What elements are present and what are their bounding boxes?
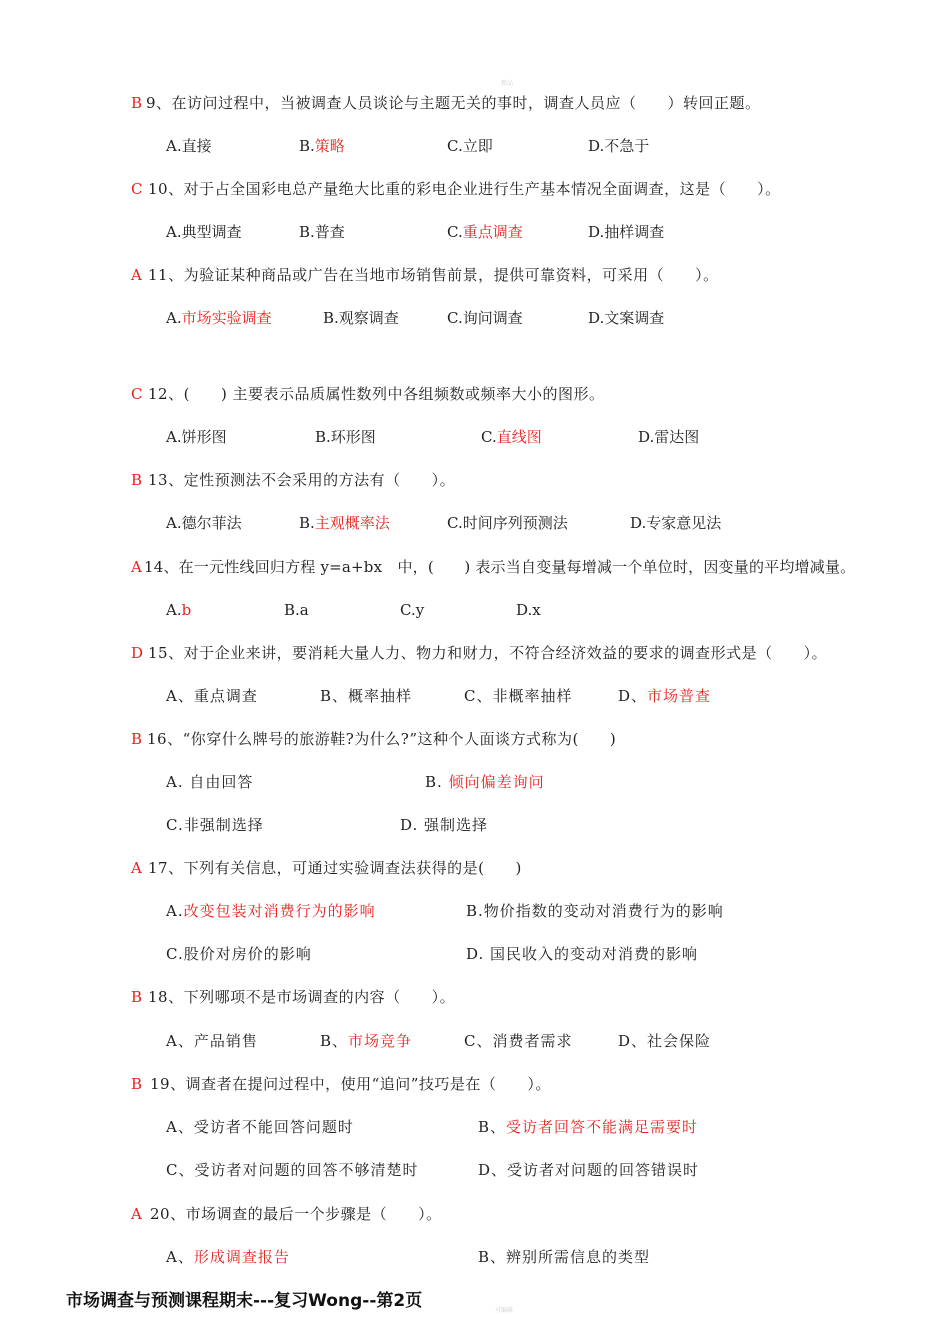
option-d: D.专家意见法 xyxy=(630,514,722,532)
option-d: D、社会保险 xyxy=(618,1032,712,1050)
option-d: D. 国民收入的变动对消费的影响 xyxy=(466,945,699,963)
answer-key: D xyxy=(131,644,144,662)
option-b: B.观察调查 xyxy=(323,309,399,327)
option-a: A、产品销售 xyxy=(166,1032,258,1050)
answer-key: A xyxy=(131,1205,143,1223)
header-watermark: 精品 xyxy=(501,80,514,87)
answer-key: B xyxy=(131,471,143,489)
option-b: B.环形图 xyxy=(315,428,376,446)
answer-key: A xyxy=(131,859,143,877)
option-c: C、受访者对问题的回答不够清楚时 xyxy=(166,1161,419,1179)
question-text: 11、为验证某种商品或广告在当地市场销售前景，提供可靠资料，可采用（ ）。 xyxy=(148,266,719,284)
question-text: 17、下列有关信息，可通过实验调查法获得的是( ) xyxy=(148,859,522,877)
option-b: B.物价指数的变动对消费行为的影响 xyxy=(466,902,724,920)
option-b: B. 倾向偏差询问 xyxy=(425,773,545,791)
answer-key: C xyxy=(131,180,143,198)
option-b: B、受访者回答不能满足需要时 xyxy=(478,1118,699,1136)
option-b: B、概率抽样 xyxy=(320,687,413,705)
option-a: A、受访者不能回答问题时 xyxy=(166,1118,354,1136)
option-d: D.抽样调查 xyxy=(588,223,665,241)
answer-key: C xyxy=(131,385,143,403)
page-footer: 市场调查与预测课程期末---复习Wong--第2页 xyxy=(66,1291,423,1311)
option-a: A.典型调查 xyxy=(166,223,242,241)
question-text: 18、下列哪项不是市场调查的内容（ ）。 xyxy=(148,988,456,1006)
option-a: A.饼形图 xyxy=(166,428,227,446)
question-text: 10、对于占全国彩电总产量绝大比重的彩电企业进行生产基本情况全面调查，这是（ ）。 xyxy=(148,180,781,198)
option-c: C.y xyxy=(400,601,425,619)
option-c: C.立即 xyxy=(447,137,493,155)
question-text: 15、对于企业来讲，要消耗大量人力、物力和财力，不符合经济效益的要求的调查形式是（ ）。 xyxy=(148,644,828,662)
option-a: A.b xyxy=(166,601,192,619)
option-c: C.股价对房价的影响 xyxy=(166,945,312,963)
option-d: D、受访者对问题的回答错误时 xyxy=(478,1161,700,1179)
option-b: B.主观概率法 xyxy=(299,514,390,532)
option-d: D.文案调查 xyxy=(588,309,665,327)
option-d: D、市场普查 xyxy=(618,687,712,705)
option-c: C.询问调查 xyxy=(447,309,523,327)
question-text: 16、“你穿什么牌号的旅游鞋?为什么?”这种个人面谈方式称为( ) xyxy=(147,730,617,748)
option-c: C、消费者需求 xyxy=(464,1032,573,1050)
answer-key: B xyxy=(131,94,143,112)
option-a: A. 自由回答 xyxy=(166,773,254,791)
option-b: B.策略 xyxy=(299,137,345,155)
option-d: D.不急于 xyxy=(588,137,650,155)
option-a: A、重点调查 xyxy=(166,687,258,705)
answer-key: B xyxy=(131,1075,143,1093)
option-c: C、非概率抽样 xyxy=(464,687,573,705)
option-b: B、辨别所需信息的类型 xyxy=(478,1248,651,1266)
option-a: A.德尔菲法 xyxy=(166,514,242,532)
option-c: C.重点调查 xyxy=(447,223,523,241)
footer-watermark: 可编辑 xyxy=(495,1307,514,1314)
question-text: 12、( ) 主要表示品质属性数列中各组频数或频率大小的图形。 xyxy=(148,385,605,403)
answer-key: B xyxy=(131,988,143,1006)
option-b: B.普查 xyxy=(299,223,345,241)
option-d: D.x xyxy=(516,601,541,619)
option-c: C.非强制选择 xyxy=(166,816,264,834)
answer-key: A xyxy=(131,266,143,284)
option-c: C.时间序列预测法 xyxy=(447,514,568,532)
question-text: 13、定性预测法不会采用的方法有（ ）。 xyxy=(148,471,456,489)
option-b: B、市场竞争 xyxy=(320,1032,413,1050)
option-a: A.直接 xyxy=(166,137,212,155)
answer-key: A xyxy=(131,558,143,576)
option-d: D. 强制选择 xyxy=(400,816,489,834)
option-a: A.改变包装对消费行为的影响 xyxy=(166,902,376,920)
question-text: 20、市场调查的最后一个步骤是（ ）。 xyxy=(150,1205,442,1223)
question-text: 14、在一元性线回归方程 y=a+bx 中，( ) 表示当自变量每增减一个单位时，因变量的平均增减量。 xyxy=(144,558,856,576)
option-a: A.市场实验调查 xyxy=(166,309,272,327)
answer-key: B xyxy=(131,730,143,748)
question-text: 9、在访问过程中，当被调查人员谈论与主题无关的事时，调查人员应（ ）转回正题。 xyxy=(146,94,761,112)
option-d: D.雷达图 xyxy=(638,428,700,446)
option-b: B.a xyxy=(284,601,309,619)
option-c: C.直线图 xyxy=(481,428,542,446)
option-a: A、形成调查报告 xyxy=(166,1248,290,1266)
question-text: 19、调查者在提问过程中，使用“追问”技巧是在（ ）。 xyxy=(150,1075,551,1093)
